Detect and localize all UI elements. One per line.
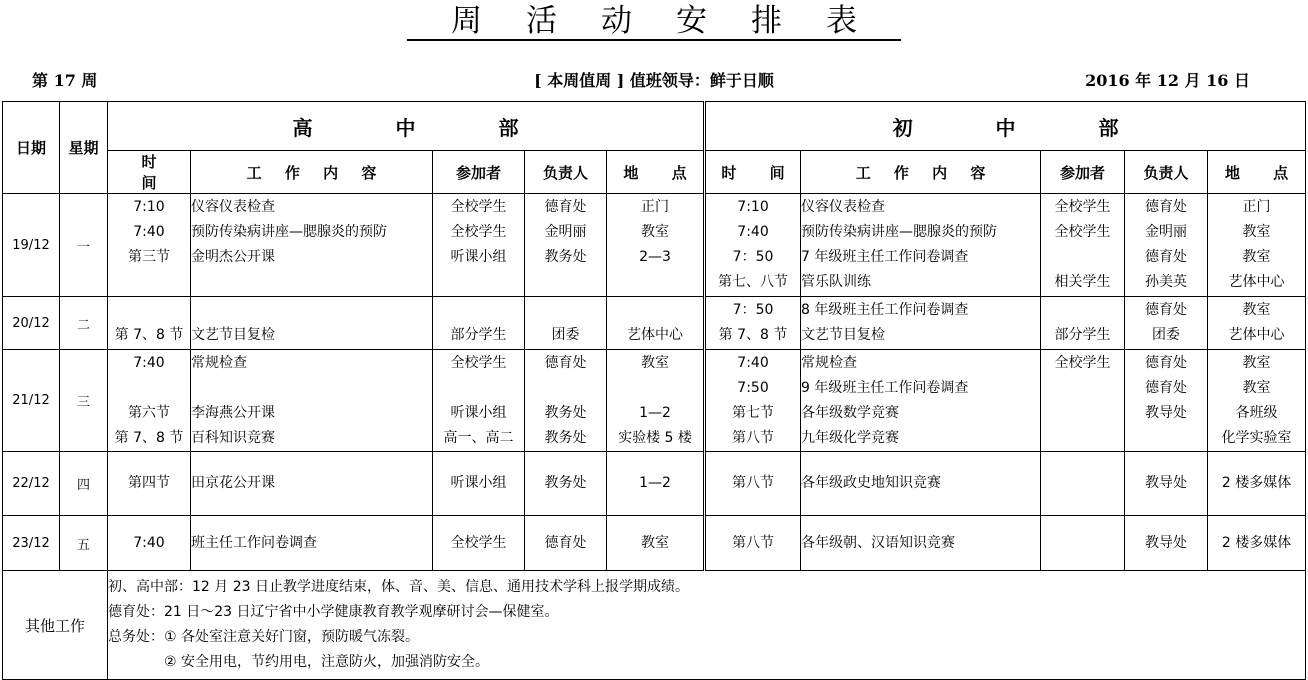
page-title: 周活动安排表 xyxy=(0,2,1308,40)
junior-content-line: 7 年级班主任工作问卷调查 xyxy=(801,249,969,265)
senior-time-cell xyxy=(108,194,191,297)
junior-location-line: 2 楼多媒体 xyxy=(1221,475,1292,491)
senior-content-line xyxy=(191,270,432,295)
senior-time-cell xyxy=(108,297,191,350)
junior-content-cell xyxy=(801,452,1041,516)
senior-content-line: 田京花公开课 xyxy=(191,475,275,491)
senior-time-line: 第三节 xyxy=(128,249,170,265)
junior-time-line: 7:10 xyxy=(737,199,769,215)
senior-location-line xyxy=(607,376,703,401)
senior-content-line: 仪容仪表检查 xyxy=(191,199,275,215)
junior-location-line: 各班级 xyxy=(1235,404,1278,421)
junior-location-line: 教室 xyxy=(1242,249,1271,265)
schedule-table xyxy=(2,101,1306,680)
senior-content-cell xyxy=(191,297,433,350)
senior-location-cell xyxy=(607,194,705,297)
other-work-content xyxy=(108,571,1306,680)
senior-location-line xyxy=(607,298,703,323)
senior-participants-line: 全校学生 xyxy=(450,199,507,215)
senior-time-line xyxy=(108,270,190,295)
senior-time-line: 7:40 xyxy=(133,534,165,551)
senior-leader-cell xyxy=(525,350,607,452)
senior-time-cell xyxy=(108,452,191,516)
junior-time-line: 第七节 xyxy=(732,404,775,421)
senior-content-line: 预防传染病讲座—腮腺炎的预防 xyxy=(191,224,387,240)
other-work-line: 总务处：① 各处室注意关好门窗，预防暖气冻裂。 xyxy=(108,629,419,645)
junior-participants-cell xyxy=(1041,350,1125,452)
junior-location-cell xyxy=(1208,516,1306,571)
junior-time-cell xyxy=(705,516,801,571)
senior-time-cell xyxy=(108,350,191,452)
senior-location-line: 艺体中心 xyxy=(627,327,684,343)
senior-time-line: 第 7、8 节 xyxy=(114,429,184,446)
junior-time-line: 第八节 xyxy=(732,534,775,551)
senior-location-line: 教室 xyxy=(641,534,670,551)
junior-location-line: 教室 xyxy=(1242,224,1271,240)
junior-location-cell xyxy=(1208,194,1306,297)
junior-content-line: 各年级政史地知识竞赛 xyxy=(801,475,942,491)
senior-participants-cell xyxy=(433,194,525,297)
junior-leader-line: 团委 xyxy=(1152,327,1181,343)
junior-location-cell xyxy=(1208,297,1306,350)
senior-time-line: 7:40 xyxy=(133,354,165,371)
junior-leader-cell xyxy=(1125,516,1208,571)
senior-leader-cell xyxy=(525,297,607,350)
junior-participants-line xyxy=(1041,401,1124,426)
senior-content-line: 百科知识竞赛 xyxy=(191,429,275,446)
junior-leader-line: 德育处 xyxy=(1145,354,1188,371)
junior-leader-cell xyxy=(1125,452,1208,516)
senior-leader-cell xyxy=(525,194,607,297)
header-junior-leader: 负责人 xyxy=(1125,151,1208,194)
day-row xyxy=(3,350,1306,452)
junior-content-line: 文艺节目复检 xyxy=(801,327,886,343)
header-senior-participants: 参加者 xyxy=(433,151,525,194)
junior-leader-line: 德育处 xyxy=(1145,199,1188,215)
senior-time-line xyxy=(108,298,190,323)
senior-content-line xyxy=(191,376,432,401)
junior-location-cell xyxy=(1208,452,1306,516)
other-work-line: ② 安全用电，节约用电，注意防火，加强消防安全。 xyxy=(108,654,489,670)
junior-leader-line: 德育处 xyxy=(1145,379,1188,396)
week-label: 第 17 周 xyxy=(32,71,98,90)
duty-label: [ 本周值周 ] 值班领导：鲜于日顺 xyxy=(534,71,774,90)
day-row xyxy=(3,194,1306,297)
senior-participants-cell xyxy=(433,350,525,452)
senior-participants-line: 部分学生 xyxy=(450,327,507,343)
day-date: 20/12 xyxy=(3,297,60,350)
senior-participants-cell xyxy=(433,452,525,516)
senior-content-cell xyxy=(191,452,433,516)
junior-content-cell xyxy=(801,194,1041,297)
senior-time-line: 第 7、8 节 xyxy=(114,327,184,343)
senior-participants-line: 全校学生 xyxy=(450,534,507,551)
header-senior-leader: 负责人 xyxy=(525,151,607,194)
senior-leader-cell xyxy=(525,452,607,516)
junior-content-line: 各年级数学竞赛 xyxy=(801,404,900,421)
day-weekday: 五 xyxy=(60,516,108,571)
senior-location-line: 教室 xyxy=(641,224,670,240)
junior-time-cell xyxy=(705,350,801,452)
junior-leader-line: 教导处 xyxy=(1145,534,1188,551)
senior-participants-line: 高一、高二 xyxy=(443,429,514,446)
junior-content-line: 各年级朝、汉语知识竞赛 xyxy=(801,534,956,551)
junior-location-line: 正门 xyxy=(1242,199,1271,215)
senior-participants-line xyxy=(433,270,524,295)
senior-location-line: 实验楼 5 楼 xyxy=(618,429,692,446)
junior-participants-line xyxy=(1041,245,1124,270)
junior-leader-line xyxy=(1125,426,1207,451)
senior-content-line: 文艺节目复检 xyxy=(191,327,275,343)
junior-participants-line xyxy=(1041,531,1124,556)
junior-participants-line: 全校学生 xyxy=(1054,199,1111,215)
header-junior-section: 初 中 部 xyxy=(705,102,1306,151)
junior-time-cell xyxy=(705,452,801,516)
junior-location-cell xyxy=(1208,350,1306,452)
date-label: 2016 年 12 月 16 日 xyxy=(1085,71,1250,90)
junior-participants-line: 部分学生 xyxy=(1054,327,1111,343)
senior-participants-line: 听课小组 xyxy=(450,475,507,491)
senior-participants-cell xyxy=(433,516,525,571)
header-weekday: 星期 xyxy=(60,102,108,194)
junior-leader-line: 德育处 xyxy=(1145,249,1188,265)
junior-location-line: 教室 xyxy=(1242,302,1271,318)
junior-time-line: 第八节 xyxy=(732,429,775,446)
senior-participants-line xyxy=(433,376,524,401)
junior-location-line: 艺体中心 xyxy=(1228,274,1285,290)
other-work-label: 其他工作 xyxy=(3,571,108,680)
junior-time-line: 7：50 xyxy=(732,302,774,318)
junior-time-line: 7:50 xyxy=(737,379,769,396)
senior-leader-line: 教务处 xyxy=(544,249,587,265)
day-weekday: 四 xyxy=(60,452,108,516)
junior-participants-line xyxy=(1041,376,1124,401)
senior-location-cell xyxy=(607,452,705,516)
day-date: 22/12 xyxy=(3,452,60,516)
senior-location-cell xyxy=(607,297,705,350)
senior-leader-line: 德育处 xyxy=(544,354,587,371)
senior-leader-line xyxy=(525,376,606,401)
junior-time-cell xyxy=(705,194,801,297)
junior-location-line: 2 楼多媒体 xyxy=(1221,534,1292,551)
day-weekday: 二 xyxy=(60,297,108,350)
header-junior-location: 地 点 xyxy=(1208,151,1306,194)
senior-participants-line xyxy=(433,298,524,323)
day-row xyxy=(3,297,1306,350)
junior-participants-cell xyxy=(1041,516,1125,571)
junior-participants-line xyxy=(1041,426,1124,451)
senior-leader-cell xyxy=(525,516,607,571)
junior-location-line: 艺体中心 xyxy=(1228,327,1285,343)
senior-participants-line: 听课小组 xyxy=(450,249,507,265)
junior-leader-line: 教导处 xyxy=(1145,404,1188,421)
junior-leader-cell xyxy=(1125,350,1208,452)
senior-location-cell xyxy=(607,350,705,452)
senior-time-line: 7:40 xyxy=(133,224,165,240)
day-row xyxy=(3,452,1306,516)
junior-leader-line: 教导处 xyxy=(1145,475,1188,491)
day-date: 19/12 xyxy=(3,194,60,297)
other-work-line: 德育处：21 日～23 日辽宁省中小学健康教育教学观摩研讨会—保健室。 xyxy=(108,604,559,620)
junior-participants-line xyxy=(1041,298,1124,323)
header-senior-section: 高 中 部 xyxy=(108,102,705,151)
other-work-line: 初、高中部：12 月 23 日止教学进度结束，体、音、美、信息、通用技术学科上报学期成绩。 xyxy=(108,579,689,595)
junior-location-line: 教室 xyxy=(1242,379,1271,396)
senior-location-cell xyxy=(607,516,705,571)
senior-participants-cell xyxy=(433,297,525,350)
senior-location-line: 教室 xyxy=(641,354,670,371)
day-weekday: 一 xyxy=(60,194,108,297)
senior-content-line: 常规检查 xyxy=(191,354,247,371)
junior-leader-line: 金明丽 xyxy=(1145,224,1188,240)
junior-content-line: 管乐队训练 xyxy=(801,274,872,290)
header-junior-content: 工 作 内 容 xyxy=(801,151,1041,194)
junior-leader-cell xyxy=(1125,297,1208,350)
senior-time-line: 7:10 xyxy=(133,199,165,215)
junior-leader-cell xyxy=(1125,194,1208,297)
senior-leader-line: 团委 xyxy=(551,327,580,343)
junior-location-line: 教室 xyxy=(1242,354,1271,371)
senior-leader-line: 教务处 xyxy=(544,475,587,491)
junior-participants-line: 全校学生 xyxy=(1054,354,1111,371)
junior-content-line: 常规检查 xyxy=(801,354,858,371)
junior-time-line: 第七、八节 xyxy=(718,274,789,290)
header-senior-time: 时 间 xyxy=(108,151,191,194)
header-junior-participants: 参加者 xyxy=(1041,151,1125,194)
junior-time-line: 第八节 xyxy=(732,475,775,491)
day-row xyxy=(3,516,1306,571)
junior-time-line: 第 7、8 节 xyxy=(718,327,788,343)
senior-content-cell xyxy=(191,194,433,297)
header-date: 日期 xyxy=(3,102,60,194)
senior-time-line xyxy=(108,376,190,401)
senior-location-line: 2—3 xyxy=(639,249,671,265)
junior-participants-line: 全校学生 xyxy=(1054,224,1111,240)
senior-participants-line: 全校学生 xyxy=(450,224,507,240)
header-senior-content: 工 作 内 容 xyxy=(191,151,433,194)
senior-leader-line: 德育处 xyxy=(544,199,587,215)
junior-participants-line: 相关学生 xyxy=(1054,274,1111,290)
senior-time-line: 第六节 xyxy=(128,404,170,421)
senior-leader-line: 教务处 xyxy=(544,404,587,421)
junior-content-cell xyxy=(801,350,1041,452)
senior-leader-line xyxy=(525,298,606,323)
senior-participants-line: 全校学生 xyxy=(450,354,507,371)
junior-time-line: 7:40 xyxy=(737,354,769,371)
senior-time-cell xyxy=(108,516,191,571)
junior-content-cell xyxy=(801,297,1041,350)
senior-content-line xyxy=(191,298,432,323)
header-senior-location: 地 点 xyxy=(607,151,705,194)
other-work-row xyxy=(3,571,1306,680)
senior-leader-line: 教务处 xyxy=(544,429,587,446)
senior-leader-line xyxy=(525,270,606,295)
junior-participants-cell xyxy=(1041,297,1125,350)
junior-participants-cell xyxy=(1041,194,1125,297)
junior-content-line: 预防传染病讲座—腮腺炎的预防 xyxy=(801,224,998,240)
day-date: 23/12 xyxy=(3,516,60,571)
junior-time-line: 7：50 xyxy=(732,249,774,265)
junior-leader-line: 孙美英 xyxy=(1145,274,1188,290)
senior-leader-line: 德育处 xyxy=(544,534,587,551)
senior-content-line: 金明杰公开课 xyxy=(191,249,275,265)
senior-location-line: 1—2 xyxy=(639,475,671,491)
senior-time-line: 第四节 xyxy=(128,475,170,491)
junior-time-line: 7:40 xyxy=(737,224,769,240)
senior-content-cell xyxy=(191,350,433,452)
junior-location-line: 化学实验室 xyxy=(1221,429,1292,446)
senior-content-cell xyxy=(191,516,433,571)
junior-participants-cell xyxy=(1041,452,1125,516)
junior-content-line: 9 年级班主任工作问卷调查 xyxy=(801,379,969,396)
senior-location-line xyxy=(607,270,703,295)
junior-leader-line: 德育处 xyxy=(1145,302,1188,318)
senior-content-line: 李海燕公开课 xyxy=(191,404,275,421)
junior-time-cell xyxy=(705,297,801,350)
senior-participants-line: 听课小组 xyxy=(450,404,507,421)
junior-content-line: 九年级化学竞赛 xyxy=(801,429,900,446)
senior-leader-line: 金明丽 xyxy=(544,224,587,240)
senior-content-line: 班主任工作问卷调查 xyxy=(191,534,317,551)
day-date: 21/12 xyxy=(3,350,60,452)
junior-participants-line xyxy=(1041,471,1124,496)
senior-location-line: 1—2 xyxy=(639,404,671,421)
header-junior-time: 时 间 xyxy=(705,151,801,194)
senior-location-line: 正门 xyxy=(641,199,670,215)
junior-content-line: 仪容仪表检查 xyxy=(801,199,886,215)
junior-content-cell xyxy=(801,516,1041,571)
junior-content-line: 8 年级班主任工作问卷调查 xyxy=(801,302,969,318)
day-weekday: 三 xyxy=(60,350,108,452)
